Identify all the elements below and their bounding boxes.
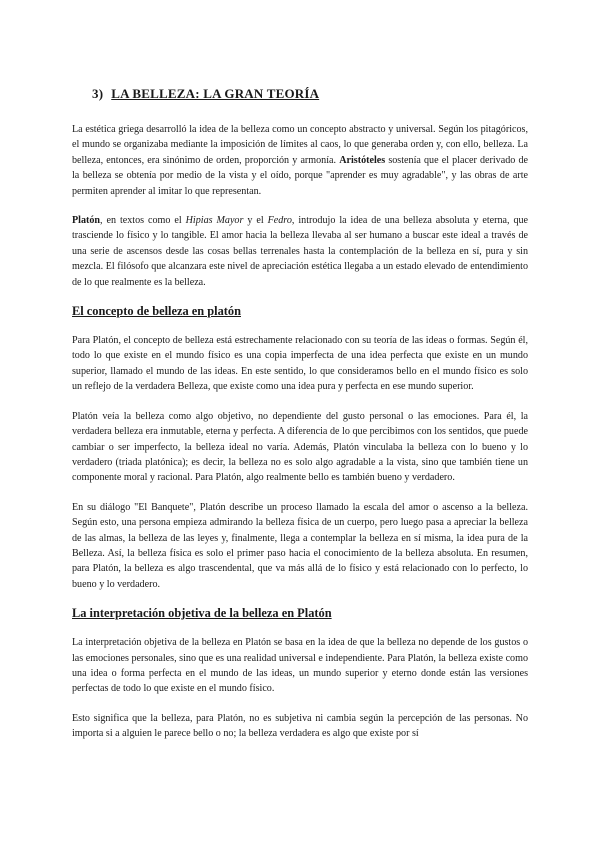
concepto-paragraph-2: Platón veía la belleza como algo objetivo, no dependiente del gusto personal o las emociones. Para él, la verdadera belleza era inmutable, eterna y perfecta. A diferencia de lo que percibimos con los sentidos, que puede cambiar o ser imperfecto, la belleza ideal no varía. Además, Platón vinculaba la belleza con lo bueno y lo verdadero (triada platónica); es decir, la belleza no es solo algo agradable a la vista, sino que también tiene un componente moral y racional. Para Platón, algo realmente bello es también bueno y verdadero. bbox=[72, 410, 528, 484]
title-text: LA BELLEZA: LA GRAN TEORÍA bbox=[111, 86, 320, 101]
interpretacion-paragraph-2: Esto significa que la belleza, para Platón, no es subjetiva ni cambia según la percepción de las personas. No importa si a alguien le parece bello o no; la belleza verdadera es algo que existe por sí bbox=[72, 712, 528, 740]
title-number: 3) bbox=[92, 86, 104, 101]
interpretacion-paragraph-1: La interpretación objetiva de la belleza en Platón se basa en la idea de que la belleza no depende de los gustos o las emociones personales, sino que es una realidad universal e independiente. Para Platón, la belleza existe como una idea o forma perfecta en el mundo de las ideas, un mundo superior y eterno donde están las versiones perfectas de todo lo que existe en el mundo físico. bbox=[72, 637, 528, 695]
intro-paragraph-2: Platón, en textos como el Hipias Mayor y el Fedro, introdujo la idea de una belleza absoluta y eterna, que trasciende lo físico y lo tangible. El amor hacia la belleza llevaba al ser humano a buscar este ideal a través de una serie de ascensos desde las cosas bellas terrenales hasta la contemplación de la belleza en sí, pura y sin mezcla. El filósofo que alcanzara este nivel de apreciación estética llegaba a un estado elevado de entendimiento de lo que realmente es la belleza. bbox=[72, 215, 529, 288]
page-title bbox=[92, 86, 528, 102]
platon-bold: Platón bbox=[72, 215, 101, 227]
fedro-italic: Fedro bbox=[267, 215, 292, 227]
intro-paragraph-1: La estética griega desarrolló la idea de la belleza como un concepto abstracto y universal. Según los pitagóricos, el mundo se organizaba mediante la imposición de límites al caos, lo que generaba orden y, con ello, belleza. La belleza, entonces, era sinónimo de orden, proporción y armonía. Aristóteles sostenía que el placer derivado de la belleza se obtenía por medio de la vista y el oído, porque "aprender es muy agradable", y las obras de arte permiten aprender al imitar lo que representan. bbox=[72, 124, 528, 197]
section-heading-concepto: El concepto de belleza en platón bbox=[72, 304, 241, 319]
concepto-paragraph-1: Para Platón, el concepto de belleza está estrechamente relacionado con su teoría de las ideas o formas. Según él, todo lo que existe en el mundo físico es una copia imperfecta de una idea perfecta que existe en un mundo superior, llamado el mundo de las ideas. En este sentido, lo que consideramos bello en el mundo físico es solo un reflejo de la verdadera Belleza, que existe como una idea pura y perfecta en ese mundo superior. bbox=[72, 335, 528, 393]
aristoteles-bold: Aristóteles bbox=[339, 154, 386, 166]
hipias-mayor-italic: Hipias Mayor bbox=[185, 215, 244, 227]
section-heading-interpretacion: La interpretación objetiva de la belleza en Platón bbox=[72, 606, 332, 621]
concepto-paragraph-3: En su diálogo "El Banquete", Platón describe un proceso llamado la escala del amor o ascenso a la belleza. Según esto, una persona empieza admirando la belleza física de un cuerpo, pero luego pasa a apreciar la belleza de las almas, la belleza de las leyes y, finalmente, llega a contemplar la belleza en sí misma, la idea pura de la Belleza. Así, la belleza física es solo el primer paso hacia el conocimiento de la belleza absoluta. En resumen, para Platón, la belleza es algo trascendental, que va más allá de lo físico y está relacionado con lo perfecto, lo bueno y lo verdadero. bbox=[72, 501, 528, 590]
